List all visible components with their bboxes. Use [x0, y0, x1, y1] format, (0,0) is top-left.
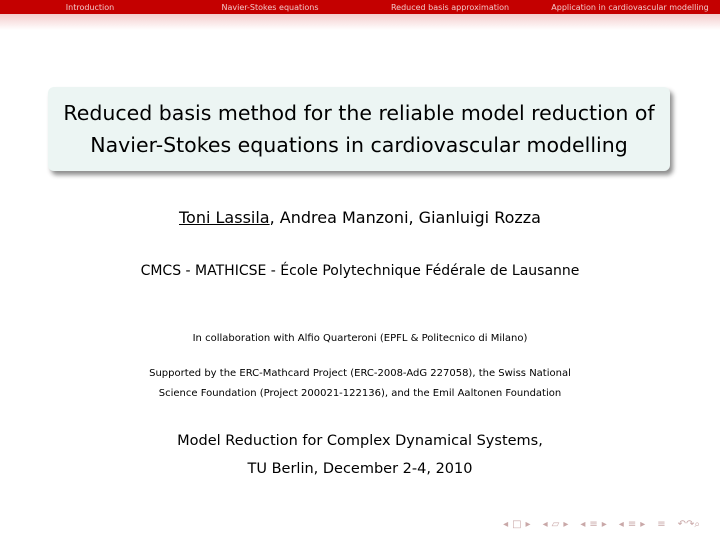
nav-section-introduction[interactable]: Introduction [65, 2, 115, 12]
search-back-forward-icon[interactable]: ↶↷⌕ [677, 519, 700, 530]
authors [0, 208, 720, 227]
event-line-2: TU Berlin, December 2-4, 2010 [247, 461, 473, 477]
title-line-1: Reduced basis method for the reliable model reduction of [63, 101, 655, 125]
next-frame-icon[interactable]: ▸ [525, 519, 531, 530]
event-line-1: Model Reduction for Complex Dynamical Systems, [177, 433, 543, 449]
prev-section-icon[interactable]: ◂ [580, 519, 586, 530]
nav-section-navier-stokes[interactable]: Navier-Stokes equations [221, 2, 319, 12]
section-icon[interactable]: ≡ [589, 519, 598, 530]
section-navigation-bar [0, 0, 720, 14]
institute: CMCS - MATHICSE - École Polytechnique Fédérale de Lausanne [140, 263, 580, 279]
event-info [0, 427, 720, 483]
collaboration-note: In collaboration with Alfio Quarteroni (EPFL & Politecnico di Milano) [192, 333, 528, 344]
presenter-name: Toni Lassila [179, 208, 270, 227]
beamer-navigation-symbols [501, 519, 702, 530]
nav-section-application[interactable]: Application in cardiovascular modelling [551, 2, 709, 12]
title-line-2: Navier-Stokes equations in cardiovascular modelling [90, 133, 628, 157]
support-note [0, 364, 720, 404]
frame-icon[interactable]: □ [512, 519, 522, 530]
title-box [48, 87, 670, 171]
support-line-1: Supported by the ERC-Mathcard Project (ERC-2008-AdG 227058), the Swiss National [149, 368, 571, 379]
next-subsection-list-icon[interactable]: ▸ [640, 519, 646, 530]
next-subsection-icon[interactable]: ▸ [563, 519, 569, 530]
document-icon[interactable]: ≡ [657, 519, 666, 530]
prev-subsection-list-icon[interactable]: ◂ [618, 519, 624, 530]
coauthors: , Andrea Manzoni, Gianluigi Rozza [269, 208, 541, 227]
subsection-list-icon[interactable]: ≡ [627, 519, 637, 530]
support-line-2: Science Foundation (Project 200021-122136), and the Emil Aaltonen Foundation [158, 388, 562, 399]
nav-section-reduced-basis[interactable]: Reduced basis approximation [390, 2, 510, 12]
prev-subsection-icon[interactable]: ◂ [542, 519, 548, 530]
prev-frame-icon[interactable]: ◂ [503, 519, 509, 530]
subsection-icon[interactable]: ▱ [551, 519, 560, 530]
header-fade [0, 14, 720, 30]
next-section-icon[interactable]: ▸ [601, 519, 607, 530]
